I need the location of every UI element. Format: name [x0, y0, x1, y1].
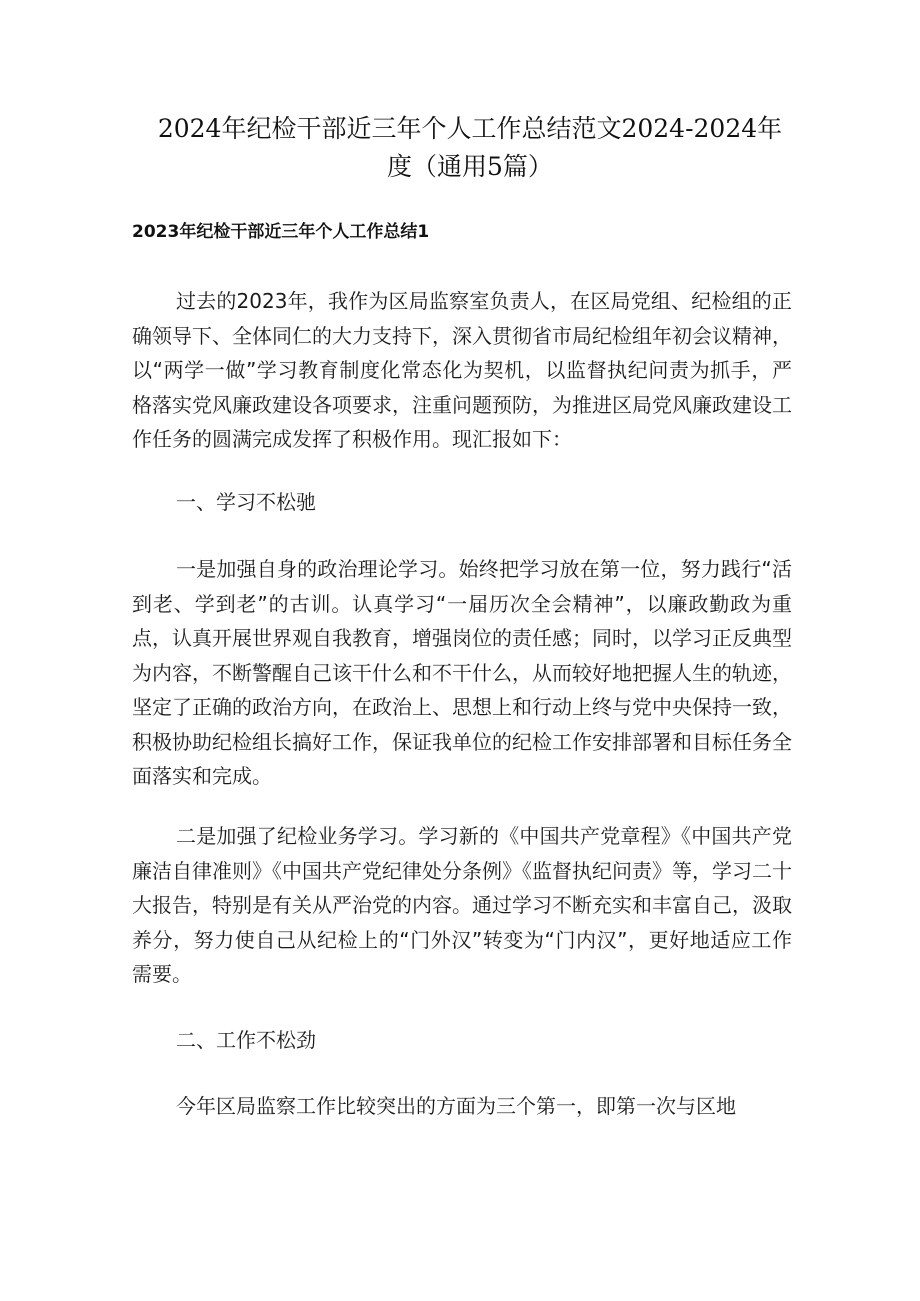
paragraph-political-study: 一是加强自身的政治理论学习。始终把学习放在第一位，努力践行“活到老、学到老”的古训。认真学习“一届历次全会精神”，以廉政勤政为重点，认真开展世界观自我教育，增强岗位的责任感；同时，以学习正反典型为内容，不断警醒自己该干什么和不干什么，从而较好地把握人生的轨迹，坚定了正确的政治方向，在政治上、思想上和行动上终与党中央保持一致，积极协助纪检组长搞好工作，保证我单位的纪检工作安排部署和目标任务全面落实和完成。	[132, 557, 792, 788]
paragraph-work-highlights: 今年区局监察工作比较突出的方面为三个第一，即第一次与区地	[176, 1094, 736, 1118]
section-title: 2023年纪检干部近三年个人工作总结1	[132, 222, 430, 242]
paragraph-discipline-study: 二是加强了纪检业务学习。学习新的《中国共产党章程》《中国共产党廉洁自律准则》《中国共产党纪律处分条例》《监督执纪问责》等，学习二十大报告，特别是有关从严治党的内容。通过学习不断充实和丰富自己，汲取养分，努力使自己从纪检上的“门外汉”转变为“门内汉”，更好地适应工作需要。	[132, 824, 792, 986]
heading-study: 一、学习不松驰	[176, 490, 316, 514]
heading-work: 二、工作不松劲	[176, 1028, 316, 1052]
paragraph-intro: 过去的2023年，我作为区局监察室负责人，在区局党组、纪检组的正确领导下、全体同仁的大力支持下，深入贯彻省市局纪检组年初会议精神，以“两学一做”学习教育制度化常态化为契机，以监督执纪问责为抓手，严格落实党风廉政建设各项要求，注重问题预防，为推进区局党风廉政建设工作任务的圆满完成发挥了积极作用。现汇报如下：	[132, 289, 792, 451]
document-title: 2024年纪检干部近三年个人工作总结范文2024-2024年度（通用5篇）	[157, 114, 783, 181]
